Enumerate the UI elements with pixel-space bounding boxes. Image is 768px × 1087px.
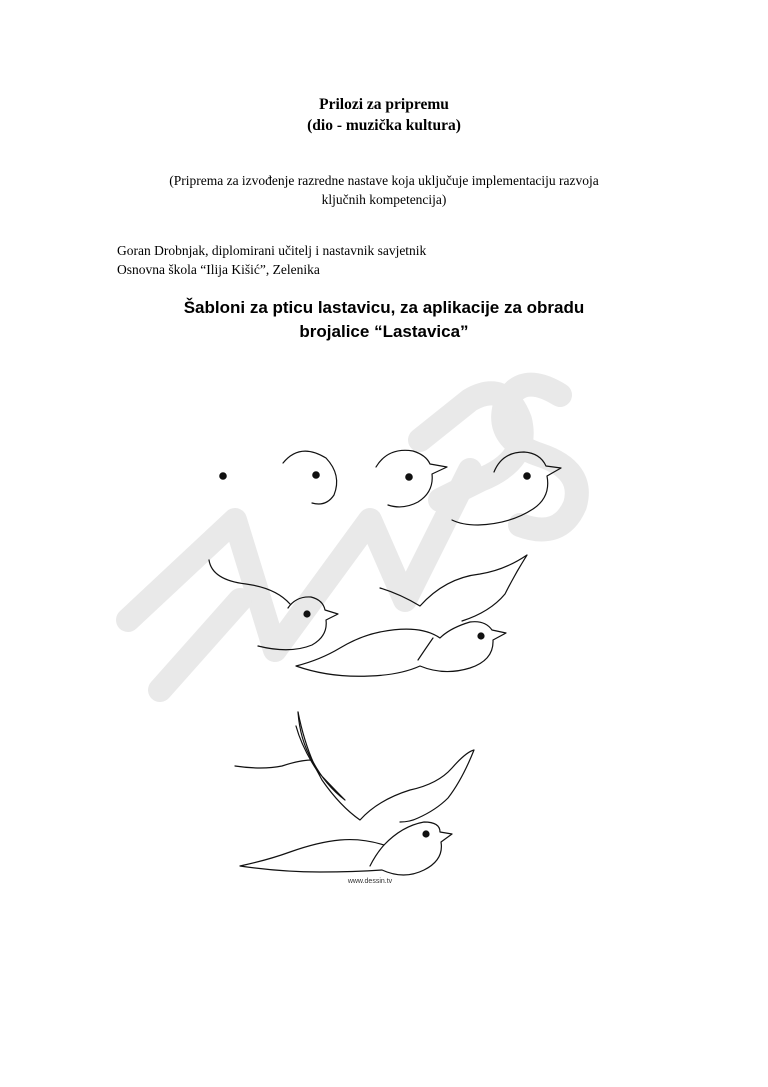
heading-line-2: (dio - muzička kultura) [307,117,461,134]
document-title-line-1: Šabloni za pticu lastavicu, za aplikacije za obradu [183,298,585,317]
image-credit: www.dessin.tv [347,878,393,885]
heading-line-1: Prilozi za pripremu [319,96,449,113]
step1-eye [220,473,226,479]
document-title-line-2: brojalice “Lastavica” [299,322,469,341]
author-school: Osnovna škola “Ilija Kišić”, Zelenika [117,262,320,277]
subtitle-line-2: ključnih kompetencija) [321,192,447,207]
wps-watermark [128,385,577,690]
subtitle-line-1: (Priprema za izvođenje razredne nastave koja uključuje implementaciju razvoja [169,173,599,188]
step7-swallow-detailed [235,712,474,875]
author-name: Goran Drobnjak, diplomirani učitelj i nastavnik savjetnik [117,243,427,258]
step2-head [283,451,337,504]
